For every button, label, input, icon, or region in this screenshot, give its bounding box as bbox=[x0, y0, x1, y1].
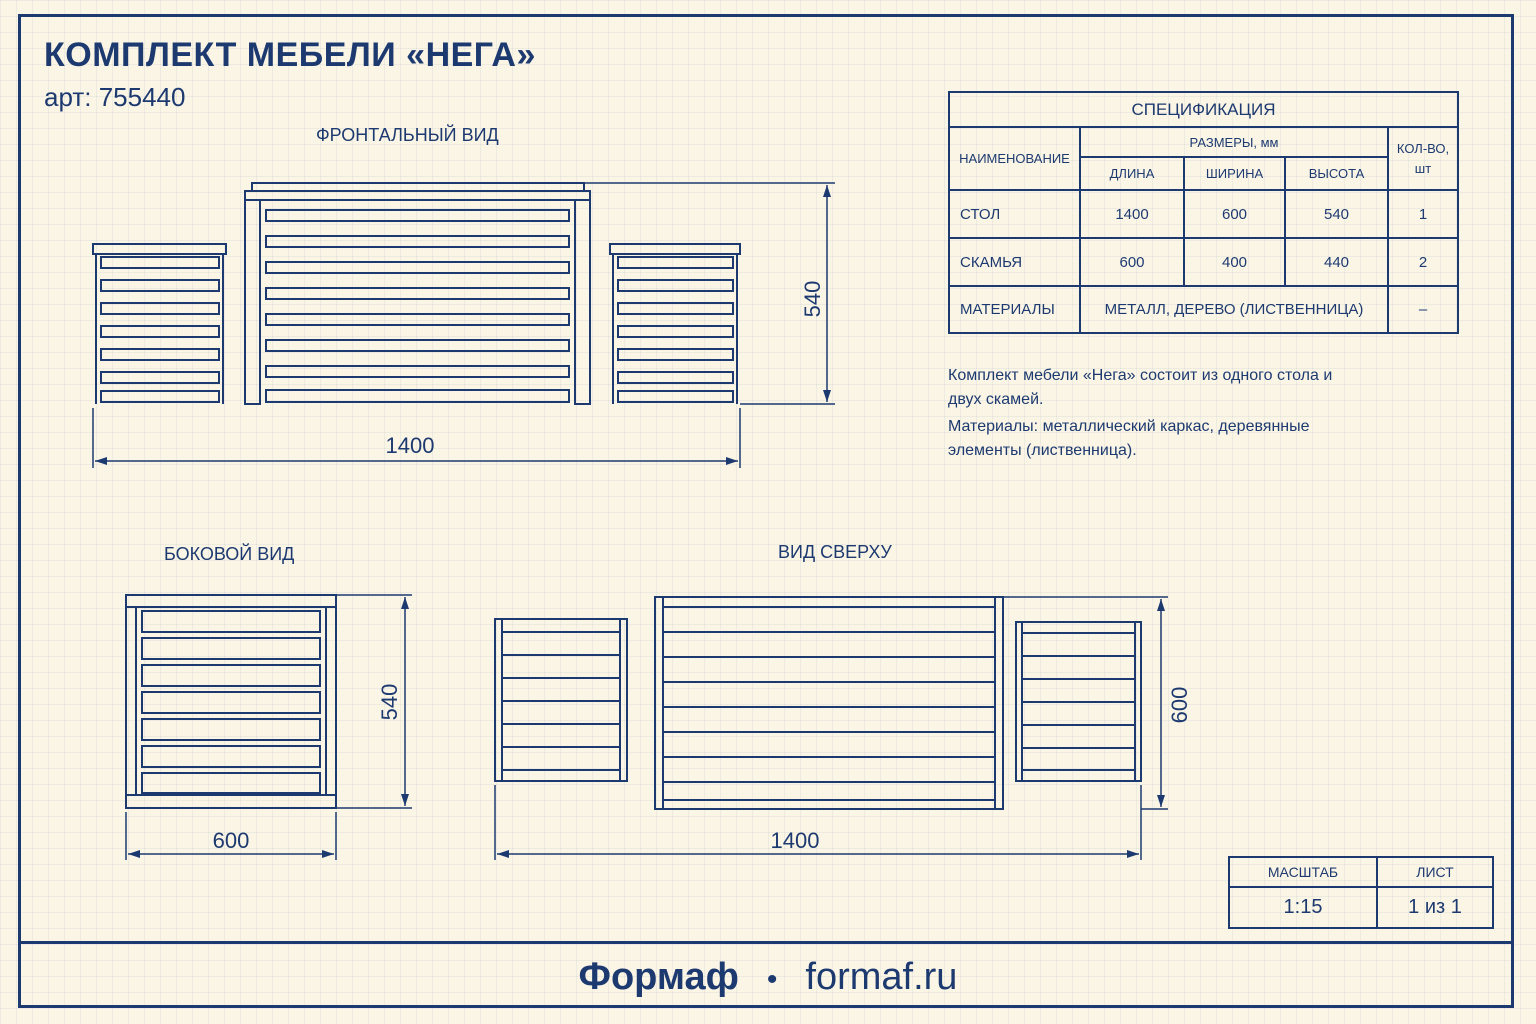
sheet-label: ЛИСТ bbox=[1377, 857, 1493, 887]
spec-col-length: ДЛИНА bbox=[1080, 157, 1184, 190]
scale-label: МАСШТАБ bbox=[1229, 857, 1377, 887]
spec-col-sizes: РАЗМЕРЫ, мм bbox=[1080, 127, 1388, 157]
spec-row-name: СТОЛ bbox=[949, 190, 1080, 238]
top-view-right-bench bbox=[1016, 622, 1141, 781]
spec-row-width: 400 bbox=[1184, 238, 1285, 286]
spec-row-length: 600 bbox=[1080, 238, 1184, 286]
spec-row-width: 600 bbox=[1184, 190, 1285, 238]
side-height-label: 540 bbox=[377, 683, 402, 721]
footer-bullet: • bbox=[766, 963, 778, 996]
spec-materials-label: МАТЕРИАЛЫ bbox=[949, 286, 1080, 333]
spec-row-length: 1400 bbox=[1080, 190, 1184, 238]
front-height-dimension bbox=[584, 183, 835, 404]
footer bbox=[0, 948, 1536, 1006]
front-view-label: ФРОНТАЛЬНЫЙ ВИД bbox=[316, 125, 499, 145]
description-line-1: Комплект мебели «Нега» состоит из одного стола и двух скамей. bbox=[948, 367, 1333, 408]
description bbox=[948, 364, 1368, 466]
table-row bbox=[949, 238, 1458, 286]
spec-row-height: 540 bbox=[1285, 190, 1388, 238]
front-view-right-bench bbox=[610, 244, 740, 404]
spec-col-name: НАИМЕНОВАНИЕ bbox=[949, 127, 1080, 190]
spec-materials-qty: – bbox=[1388, 286, 1458, 333]
table-row bbox=[949, 286, 1458, 333]
side-view-table bbox=[126, 595, 336, 808]
brand-name: Формаф bbox=[578, 956, 739, 998]
spec-title: СПЕЦИФИКАЦИЯ bbox=[949, 92, 1458, 127]
front-width-label: 1400 bbox=[385, 433, 435, 458]
front-view-table bbox=[245, 183, 590, 404]
spec-col-height: ВЫСОТА bbox=[1285, 157, 1388, 190]
article-number: арт: 755440 bbox=[44, 82, 186, 112]
spec-materials-value: МЕТАЛЛ, ДЕРЕВО (ЛИСТВЕННИЦА) bbox=[1080, 286, 1388, 333]
sheet-value: 1 из 1 bbox=[1377, 887, 1493, 928]
spec-col-width: ШИРИНА bbox=[1184, 157, 1285, 190]
spec-col-qty: КОЛ-ВО, шт bbox=[1388, 127, 1458, 190]
drawing-title: КОМПЛЕКТ МЕБЕЛИ «НЕГА» bbox=[44, 36, 536, 74]
front-view-left-bench bbox=[93, 244, 226, 404]
top-view-left-bench bbox=[495, 619, 627, 781]
spec-row-qty: 1 bbox=[1388, 190, 1458, 238]
spec-row-qty: 2 bbox=[1388, 238, 1458, 286]
spec-row-height: 440 bbox=[1285, 238, 1388, 286]
top-view-label: ВИД СВЕРХУ bbox=[778, 542, 892, 562]
side-view-label: БОКОВОЙ ВИД bbox=[164, 544, 295, 564]
top-view-table bbox=[655, 597, 1003, 809]
specification-table bbox=[948, 91, 1459, 334]
front-height-label: 540 bbox=[800, 280, 825, 318]
table-row bbox=[949, 190, 1458, 238]
top-height-label: 600 bbox=[1167, 686, 1192, 724]
side-width-label: 600 bbox=[212, 828, 250, 853]
scale-value: 1:15 bbox=[1229, 887, 1377, 928]
title-block bbox=[1228, 856, 1494, 929]
top-width-label: 1400 bbox=[770, 828, 820, 853]
site-link[interactable]: formaf.ru bbox=[805, 956, 958, 998]
description-line-2: Материалы: металлический каркас, деревянные элементы (лиственница). bbox=[948, 418, 1310, 459]
spec-row-name: СКАМЬЯ bbox=[949, 238, 1080, 286]
